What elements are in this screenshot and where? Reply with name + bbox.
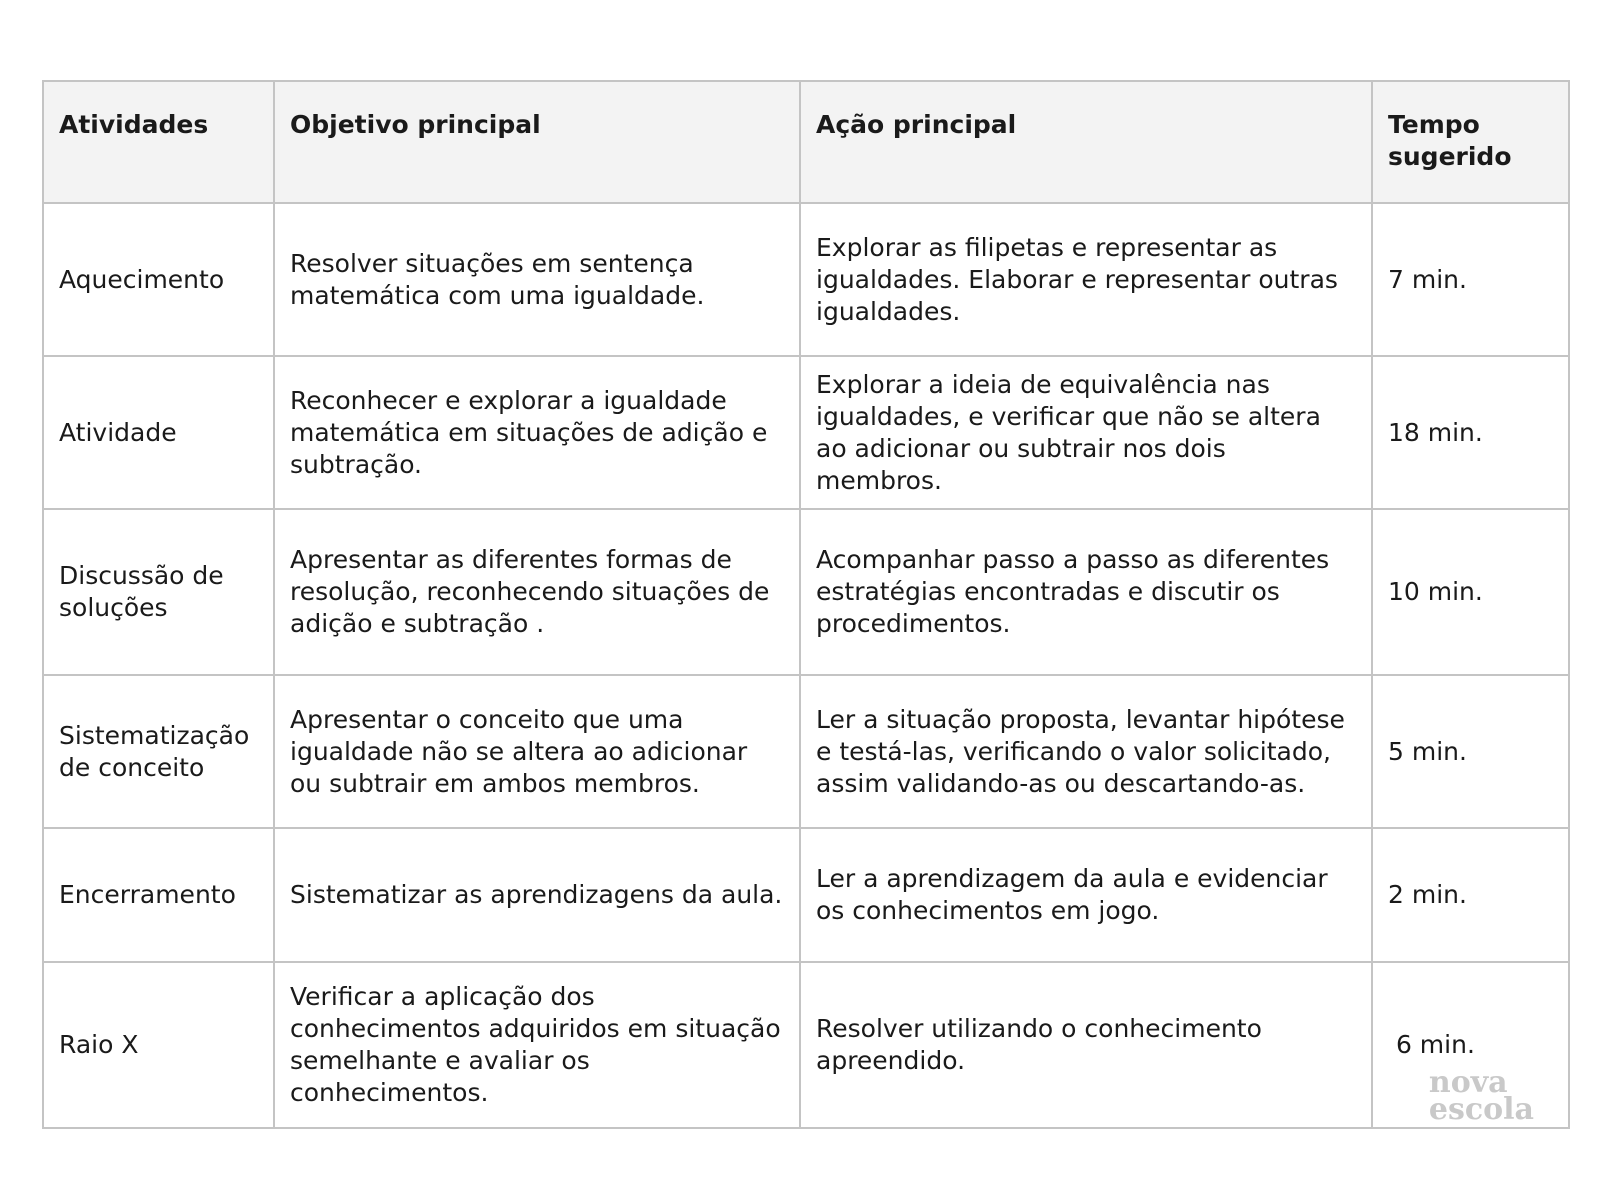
cell-acao: Acompanhar passo a passo as diferentes estratégias encontradas e discutir os procedimentos. <box>800 509 1372 675</box>
cell-atividade: Discussão de soluções <box>43 509 274 675</box>
table-row <box>43 509 1569 675</box>
cell-atividade: Raio X <box>43 962 274 1128</box>
cell-objetivo: Resolver situações em sentença matemática com uma igualdade. <box>274 203 800 356</box>
cell-acao: Resolver utilizando o conhecimento apreendido. <box>800 962 1372 1128</box>
cell-objetivo: Apresentar o conceito que uma igualdade não se altera ao adicionar ou subtrair em ambos membros. <box>274 675 800 828</box>
lesson-plan-table <box>42 80 1570 1129</box>
cell-tempo-text: 6 min. <box>1388 1030 1475 1059</box>
cell-tempo: 10 min. <box>1372 509 1569 675</box>
table-row <box>43 828 1569 962</box>
cell-objetivo: Reconhecer e explorar a igualdade matemática em situações de adição e subtração. <box>274 356 800 509</box>
cell-objetivo: Apresentar as diferentes formas de resolução, reconhecendo situações de adição e subtração . <box>274 509 800 675</box>
cell-atividade: Atividade <box>43 356 274 509</box>
table-row <box>43 356 1569 509</box>
table-row <box>43 675 1569 828</box>
table-header-row <box>43 81 1569 203</box>
header-objetivo-principal: Objetivo principal <box>274 81 800 203</box>
cell-objetivo: Verificar a aplicação dos conhecimentos adquiridos em situação semelhante e avaliar os conhecimentos. <box>274 962 800 1128</box>
cell-acao: Ler a situação proposta, levantar hipótese e testá-las, verificando o valor solicitado, assim validando-as ou descartando-as. <box>800 675 1372 828</box>
nova-escola-watermark-logo <box>1428 1065 1534 1127</box>
table-row <box>43 203 1569 356</box>
cell-atividade: Encerramento <box>43 828 274 962</box>
cell-tempo: 2 min. <box>1372 828 1569 962</box>
cell-acao: Explorar as filipetas e representar as igualdades. Elaborar e representar outras igualdades. <box>800 203 1372 356</box>
header-atividades: Atividades <box>43 81 274 203</box>
lesson-plan-table-container <box>42 80 1568 1129</box>
cell-tempo <box>1372 962 1569 1128</box>
cell-acao: Ler a aprendizagem da aula e evidenciar os conhecimentos em jogo. <box>800 828 1372 962</box>
watermark-line-2: escola <box>1428 1092 1534 1127</box>
cell-acao: Explorar a ideia de equivalência nas igualdades, e verificar que não se altera ao adicionar ou subtrair nos dois membros. <box>800 356 1372 509</box>
cell-tempo: 18 min. <box>1372 356 1569 509</box>
cell-atividade: Sistematização de conceito <box>43 675 274 828</box>
header-tempo-sugerido: Tempo sugerido <box>1372 81 1569 203</box>
cell-tempo: 5 min. <box>1372 675 1569 828</box>
cell-objetivo: Sistematizar as aprendizagens da aula. <box>274 828 800 962</box>
header-acao-principal: Ação principal <box>800 81 1372 203</box>
table-row <box>43 962 1569 1128</box>
cell-tempo: 7 min. <box>1372 203 1569 356</box>
watermark-line-1: nova <box>1428 1065 1508 1100</box>
cell-atividade: Aquecimento <box>43 203 274 356</box>
